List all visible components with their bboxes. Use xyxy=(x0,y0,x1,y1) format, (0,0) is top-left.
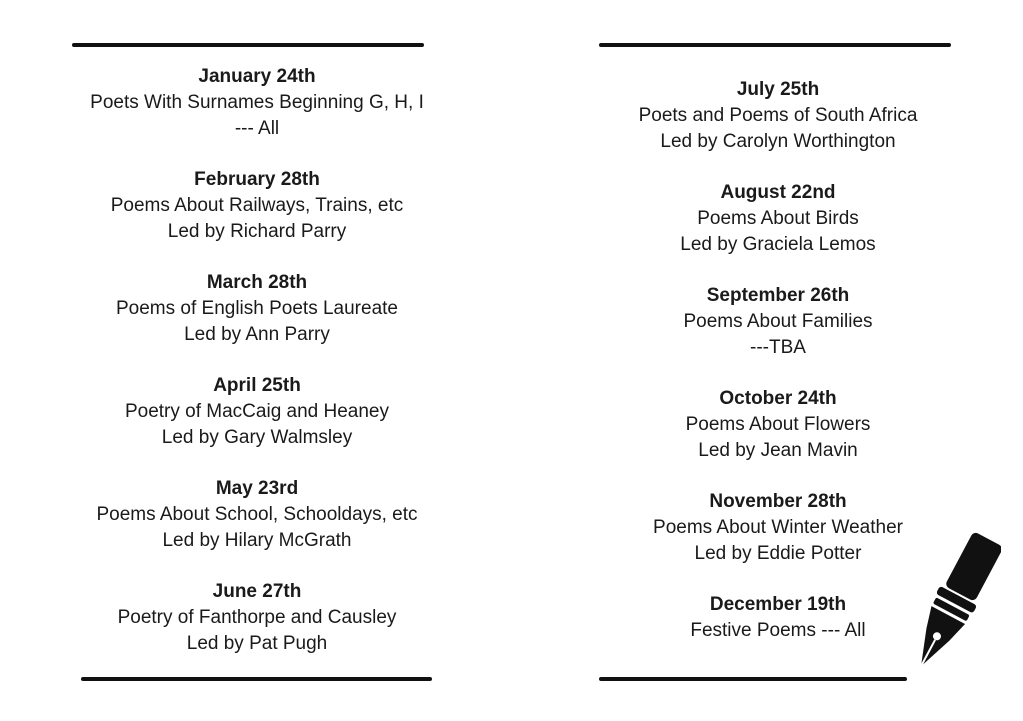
entry-topic: Poems of English Poets Laureate xyxy=(115,298,398,319)
schedule-entry xyxy=(64,373,450,476)
entry-leader: Led by Eddie Potter xyxy=(694,543,862,564)
entry-topic: Poetry of MacCaig and Heaney xyxy=(124,401,390,422)
entry-date: April 25th xyxy=(213,375,301,396)
top-rule-right xyxy=(599,43,951,47)
entry-leader: Led by Gary Walmsley xyxy=(161,427,353,448)
schedule-left-column xyxy=(64,64,450,682)
entry-date: February 28th xyxy=(194,169,320,190)
schedule-entry xyxy=(580,77,976,180)
entry-date: June 27th xyxy=(212,581,302,602)
entry-topic: Poets With Surnames Beginning G, H, I xyxy=(90,92,424,113)
entry-date: November 28th xyxy=(709,491,847,512)
schedule-entry xyxy=(64,579,450,682)
entry-topic: Festive Poems --- All xyxy=(690,620,866,641)
entry-leader: Led by Carolyn Worthington xyxy=(660,131,896,152)
entry-topic: Poets and Poems of South Africa xyxy=(638,105,918,126)
entry-leader: Led by Jean Mavin xyxy=(698,440,858,461)
entry-topic: Poems About Winter Weather xyxy=(653,517,903,538)
entry-date: March 28th xyxy=(206,272,308,293)
schedule-entry xyxy=(64,476,450,579)
entry-date: September 26th xyxy=(706,285,850,306)
entry-leader: Led by Pat Pugh xyxy=(186,633,328,654)
entry-leader: ---TBA xyxy=(750,337,806,358)
entry-topic: Poetry of Fanthorpe and Causley xyxy=(117,607,397,628)
fountain-pen-icon xyxy=(905,528,1001,680)
top-rule-left xyxy=(72,43,424,47)
entry-date: May 23rd xyxy=(215,478,299,499)
entry-topic: Poems About Railways, Trains, etc xyxy=(110,195,404,216)
entry-date: August 22nd xyxy=(720,182,836,203)
entry-topic: Poems About Flowers xyxy=(685,414,871,435)
entry-leader: --- All xyxy=(234,118,280,139)
entry-date: July 25th xyxy=(736,79,820,100)
entry-topic: Poems About Birds xyxy=(697,208,859,229)
entry-topic: Poems About Families xyxy=(683,311,873,332)
entry-leader: Led by Graciela Lemos xyxy=(680,234,876,255)
entry-leader: Led by Richard Parry xyxy=(167,221,347,242)
entry-date: December 19th xyxy=(709,594,847,615)
schedule-entry xyxy=(580,386,976,489)
schedule-entry xyxy=(580,180,976,283)
entry-leader: Led by Hilary McGrath xyxy=(162,530,352,551)
schedule-entry xyxy=(64,270,450,373)
entry-date: January 24th xyxy=(198,66,316,87)
schedule-entry xyxy=(580,283,976,386)
entry-leader: Led by Ann Parry xyxy=(184,324,330,345)
schedule-entry xyxy=(64,64,450,167)
entry-date: October 24th xyxy=(719,388,837,409)
entry-topic: Poems About School, Schooldays, etc xyxy=(96,504,418,525)
schedule-entry xyxy=(64,167,450,270)
